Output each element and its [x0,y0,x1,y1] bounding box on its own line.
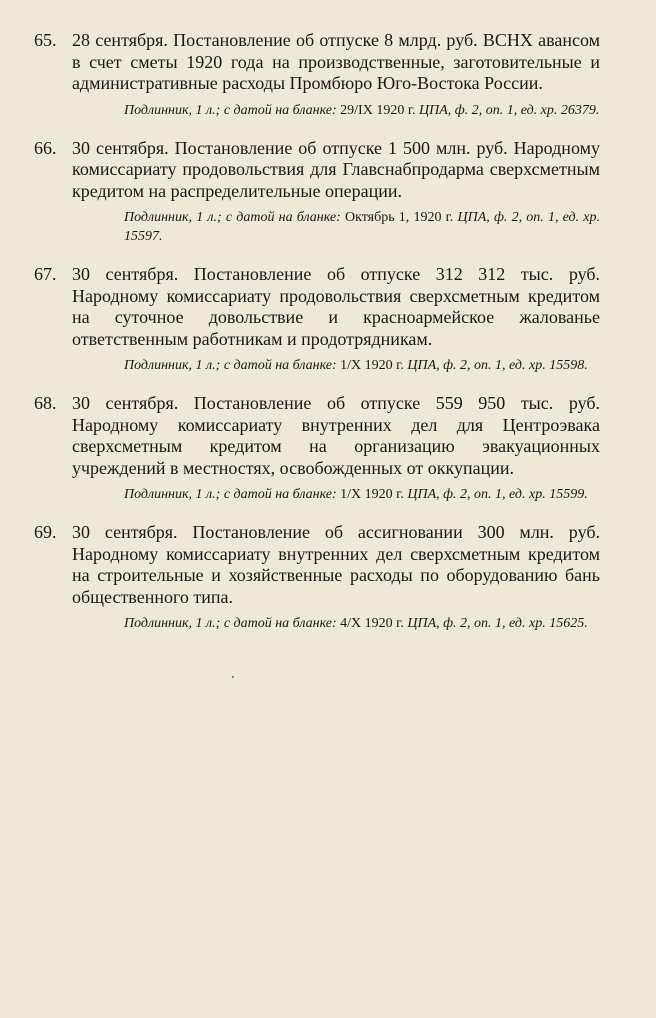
source-archive: ЦПА, ф. 2, оп. 1, ед. хр. 15599. [407,487,588,502]
entry-source [124,485,600,504]
entry-number: 65. [34,30,57,50]
entry-text: 30 сентября. Постановление об отпуске 1 500 млн. руб. Народному комиссариату продовольствия для Главснабпродарма сверхсметным кредитом на распределительные операции. [72,137,600,201]
source-date: 4/X 1920 г. [340,616,404,631]
entry-text: 30 сентября. Постановление об отпуске 312 312 тыс. руб. Народному комиссариату продовольствия сверхсметным кредитом на суточное довольствие и красноармейское жалованье ответственным работникам и продотрядникам. [72,264,600,349]
source-date: Октябрь 1, 1920 г. [344,210,454,225]
source-prefix: Подлинник, 1 л.; с датой на бланке: [124,487,337,502]
source-prefix: Подлинник, 1 л.; с датой на бланке: [124,616,337,631]
source-date: 29/IX 1920 г. [340,102,416,118]
entry-source [124,356,600,375]
document-page [34,30,600,651]
source-prefix: Подлинник, 1 л.; с датой на бланке: [124,210,341,225]
entry-67 [34,264,600,375]
entry-66 [34,138,600,247]
entry-69 [34,522,600,633]
source-archive: ЦПА, ф. 2, оп. 1, ед. хр. 26379. [419,102,600,118]
entry-text: 28 сентября. Постановление об отпуске 8 млрд. руб. ВСНХ авансом в счет сметы 1920 года на производственные, заготовительные и административные расходы Промбюро Юго-Востока России. [72,30,600,93]
entry-number: 67. [34,264,57,284]
source-archive: ЦПА, ф. 2, оп. 1, ед. хр. 15598. [407,358,588,373]
entry-text: 30 сентября. Постановление об ассигновании 300 млн. руб. Народному комиссариату внутренних дел сверхсметным кредитом на строительные и хозяйственные расходы по оборудованию бань общественного типа. [72,522,600,607]
source-prefix: Подлинник, 1 л.; с датой на бланке: [124,102,337,118]
source-date: 1/X 1920 г. [340,487,404,502]
entry-number: 68. [34,393,57,413]
entry-number: 66. [34,137,57,158]
entry-source [124,614,600,633]
entry-number: 69. [34,522,57,542]
source-date: 1/X 1920 г. [340,358,404,373]
entry-source [124,208,600,246]
source-archive: ЦПА, ф. 2, оп. 1, ед. хр. 15625. [407,616,588,631]
source-prefix: Подлинник, 1 л.; с датой на бланке: [124,358,337,373]
ink-speck [232,676,234,678]
source-archive: ЦПА, ф. 2, оп. 1, ед. хр. 15597. [124,210,600,244]
entry-text: 30 сентября. Постановление об отпуске 559 950 тыс. руб. Народному комиссариату внутренних дел для Центроэвака сверхсметным кредитом на организацию эвакуационных учреждений в местностях, освобожденных от оккупации. [72,393,600,478]
entry-68 [34,393,600,504]
entry-65 [34,30,600,120]
entry-source [124,101,600,120]
